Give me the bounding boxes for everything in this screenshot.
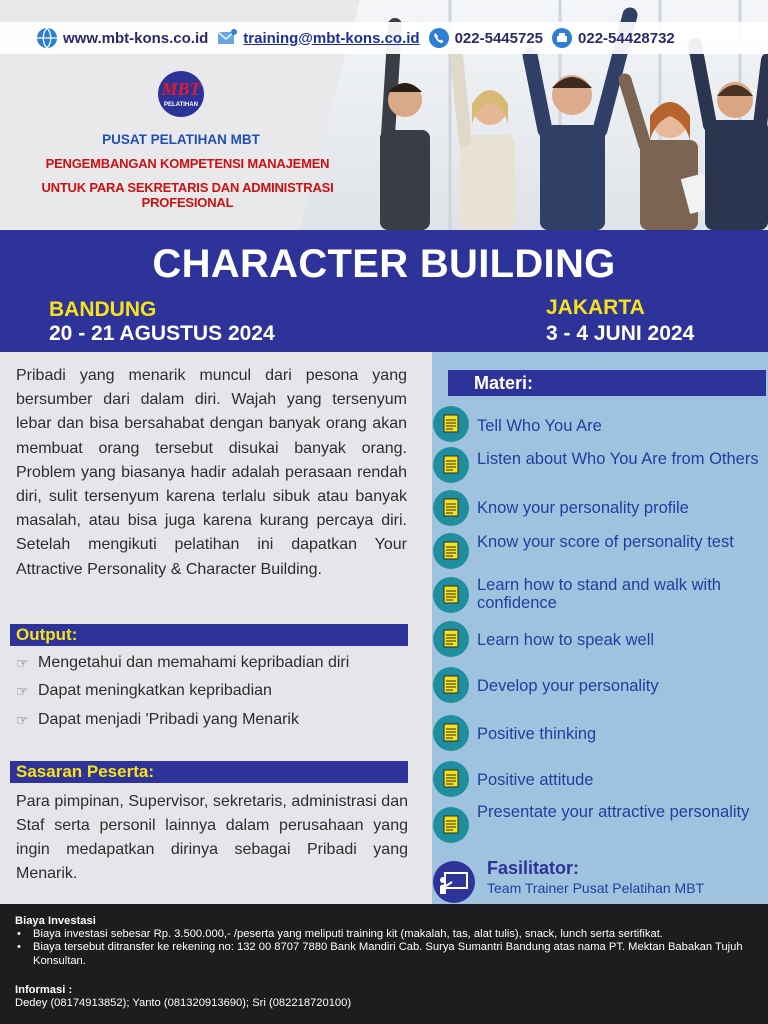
materi-item: Tell Who You Are bbox=[432, 405, 768, 445]
materi-item: Listen about Who You Are from Others bbox=[432, 446, 768, 486]
pointing-hand-icon: ☞ bbox=[16, 654, 29, 671]
document-icon bbox=[432, 405, 470, 443]
website-link[interactable]: www.mbt-kons.co.id bbox=[63, 29, 209, 47]
city-bandung: BANDUNG bbox=[49, 298, 157, 321]
date-bandung: 20 - 21 AGUSTUS 2024 bbox=[49, 322, 275, 345]
fasilitator-heading: Fasilitator: bbox=[487, 858, 580, 878]
materi-item: Know your personality profile bbox=[432, 489, 768, 529]
materi-item: Learn how to speak well bbox=[432, 620, 768, 660]
document-icon bbox=[432, 714, 470, 752]
document-icon bbox=[432, 620, 470, 658]
subtitle-line-1: PENGEMBANGAN KOMPETENSI MANAJEMEN bbox=[45, 156, 330, 171]
description-column bbox=[0, 352, 432, 904]
output-heading: Output: bbox=[10, 624, 408, 646]
sasaran-heading: Sasaran Peserta: bbox=[10, 761, 408, 783]
training-center-name: PUSAT PELATIHAN MBT bbox=[102, 132, 260, 147]
document-icon bbox=[432, 666, 470, 704]
biaya-item: • Biaya investasi sebesar Rp. 3.500.000,- /peserta yang meliputi training kit (makalah, tas, alat tulis), snack, lunch serta sertifikat. bbox=[15, 928, 765, 942]
email-link[interactable]: training@mbt-kons.co.id bbox=[243, 29, 420, 47]
title-banner bbox=[0, 230, 768, 352]
course-title: CHARACTER BUILDING bbox=[152, 242, 616, 286]
informasi-contacts: Dedey (08174913852); Yanto (081320913690); Sri (082218720100) bbox=[15, 997, 352, 1009]
document-icon bbox=[432, 576, 470, 614]
city-jakarta: JAKARTA bbox=[546, 296, 645, 319]
fasilitator-name: Team Trainer Pusat Pelatihan MBT bbox=[487, 880, 705, 896]
intro-paragraph: Pribadi yang menarik muncul dari pesona yang bersumber dari dalam diri. Wajah yang tersenyum lebar dan bisa bersahabat dengan banyak orang akan membuat orang tersebut disukai banyak orang. Problem yang biasanya hadir adalah perasaan rendah diri, sulit tersenyum karena terlalu sibuk atau banyak masalah, atau bisa juga karena kurang percaya diri. Setelah mengikuti pelatihan ini dapatkan Your Attractive Personality & Character Building. bbox=[16, 367, 407, 578]
phone-number[interactable]: 022-5445725 bbox=[454, 29, 544, 47]
date-jakarta: 3 - 4 JUNI 2024 bbox=[546, 322, 695, 345]
materi-item: Positive attitude bbox=[432, 760, 768, 800]
document-icon bbox=[432, 760, 470, 798]
contact-bar bbox=[0, 22, 768, 54]
output-item: ☞ Mengetahui dan memahami kepribadian diri bbox=[16, 654, 350, 671]
document-icon bbox=[432, 532, 470, 570]
materi-item: Learn how to stand and walk with confidence bbox=[432, 576, 768, 616]
materi-item: Develop your personality bbox=[432, 666, 768, 706]
globe-icon bbox=[36, 27, 58, 49]
biaya-heading: Biaya Investasi bbox=[15, 915, 96, 927]
output-item: ☞ Dapat meningkatkan kepribadian bbox=[16, 682, 272, 699]
document-icon bbox=[432, 489, 470, 527]
footer bbox=[0, 904, 768, 1024]
fax-icon bbox=[551, 27, 573, 49]
materi-column bbox=[432, 352, 768, 904]
materi-item: Presentate your attractive personality bbox=[432, 806, 768, 846]
pointing-hand-icon: ☞ bbox=[16, 711, 29, 728]
document-icon bbox=[432, 446, 470, 484]
mbt-logo bbox=[153, 70, 209, 118]
informasi-heading: Informasi : bbox=[15, 984, 73, 996]
biaya-item: • Biaya tersebut ditransfer ke rekening no: 132 00 8707 7880 Bank Mandiri Cab. Surya Sumantri Bandung atas nama PT. Mektan Babakan Tujuh Konsultan. bbox=[15, 941, 765, 968]
presentation-board-icon bbox=[432, 860, 476, 904]
document-icon bbox=[432, 806, 470, 844]
svg-text:PELATIHAN: PELATIHAN bbox=[164, 102, 198, 108]
phone-icon bbox=[428, 27, 450, 49]
fax-number[interactable]: 022-54428732 bbox=[578, 29, 675, 47]
output-item: ☞ Dapat menjadi 'Pribadi yang Menarik bbox=[16, 711, 299, 728]
pointing-hand-icon: ☞ bbox=[16, 682, 29, 699]
subtitle-line-2: UNTUK PARA SEKRETARIS DAN ADMINISTRASI PROFESIONAL bbox=[41, 180, 334, 210]
header bbox=[0, 0, 768, 230]
materi-item: Positive thinking bbox=[432, 714, 768, 754]
materi-item: Know your score of personality test bbox=[432, 532, 768, 572]
sasaran-paragraph: Para pimpinan, Supervisor, sekretaris, administrasi dan Staf serta personil lainnya dalam perusahaan yang ingin medapatkan dirinya sebagai Pribadi yang Menarik. bbox=[16, 793, 408, 882]
materi-heading: Materi: bbox=[448, 370, 766, 396]
email-icon bbox=[216, 27, 238, 49]
svg-text:MBT: MBT bbox=[161, 79, 201, 99]
